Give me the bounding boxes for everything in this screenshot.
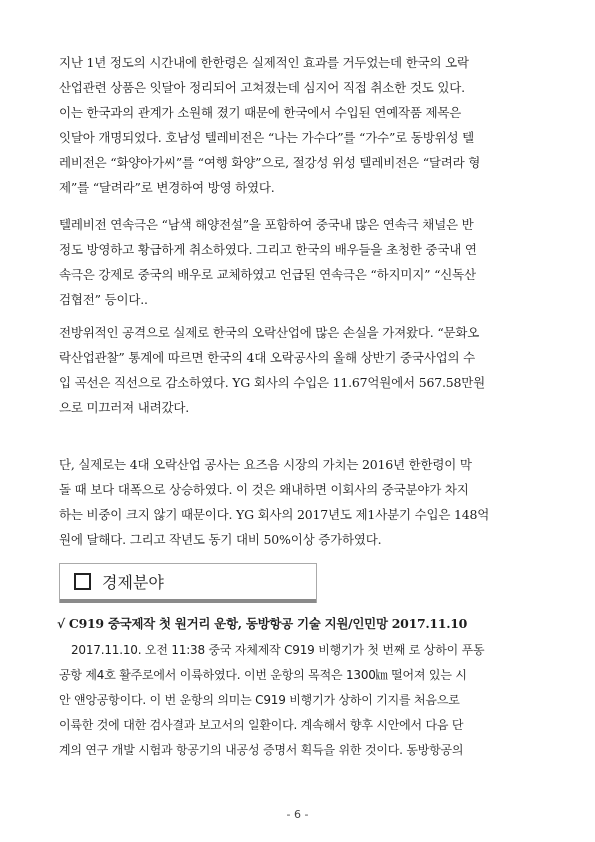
text-line: 단, 실제로는 4대 오락산업 공사는 요즈음 시장의 가치는 2016년 한한령이 막 bbox=[59, 457, 472, 472]
text-line: 전방위적인 공격으로 실제로 한국의 오락산업에 많은 손실을 가져왔다. “문화오 bbox=[59, 325, 480, 340]
text-line: 으로 미끄러져 내려갔다. bbox=[59, 400, 190, 415]
section-underline bbox=[60, 599, 316, 603]
text-line: 안 얜앙공항이다. 이 번 운항의 의미는 C919 비행기가 상하이 기지를 처음으로 bbox=[59, 693, 460, 707]
text-line: 검협전” 등이다.. bbox=[59, 292, 148, 307]
text-line: 계의 연구 개발 시험과 항공기의 내공성 증명서 획득을 위한 것이다. 동방항공의 bbox=[59, 743, 464, 757]
paragraph-industry-losses bbox=[59, 320, 549, 420]
text-line: 돌 때 보다 대폭으로 상승하였다. 이 것은 왜내하면 이회사의 중국분야가 차지 bbox=[59, 482, 469, 497]
checkbox-square-icon bbox=[74, 573, 91, 590]
section-title: 경제분야 bbox=[102, 573, 164, 592]
text-line: 공항 제4호 활주로에서 이륙하였다. 이번 운항의 목적은 1300㎞ 떨어져 있는 시 bbox=[59, 668, 467, 682]
text-line: 속극은 강제로 중국의 배우로 교체하였고 언급된 연속극은 “하지미지” “신독산 bbox=[59, 267, 476, 282]
paragraph-market-value bbox=[59, 452, 549, 552]
text-line: 이는 한국과의 관계가 소원해 졌기 때문에 한국에서 수입된 연예작품 제목은 bbox=[59, 105, 462, 120]
text-line: 산업관련 상품은 잇달아 정리되어 고쳐졌는데 심지어 직접 취소한 것도 있다. bbox=[59, 80, 465, 95]
text-line: 2017.11.10. 오전 11:38 중국 자체제작 C919 비행기가 첫 번째 로 상하이 푸동 bbox=[71, 643, 485, 657]
text-line: 지난 1년 정도의 시간내에 한한령은 실제적인 효과를 거두었는데 한국의 오락 bbox=[59, 55, 469, 70]
article-body bbox=[59, 638, 549, 763]
article-headline bbox=[57, 614, 557, 632]
text-line: 원에 달해다. 그리고 작년도 동기 대비 50%이상 증가하였다. bbox=[59, 532, 382, 547]
text-line: 이륙한 것에 대한 검사결과 보고서의 일환이다. 계속해서 향후 시안에서 다음 단 bbox=[59, 718, 464, 732]
page-number: - 6 - bbox=[286, 808, 309, 821]
text-line: 레비전은 “화양아가씨”를 “여행 화양”으로, 절강성 위성 텔레비전은 “달려라 형 bbox=[59, 155, 481, 170]
paragraph-hanhanryeong-effects bbox=[59, 50, 549, 200]
paragraph-tv-dramas bbox=[59, 212, 549, 312]
section-header-economy bbox=[59, 563, 317, 603]
text-line: 하는 비중이 크지 않기 때문이다. YG 회사의 2017년도 제1사분기 수입은 148억 bbox=[59, 507, 490, 522]
text-line: 잇달아 개명되었다. 호남성 텔레비전은 “나는 가수다”를 “가수”로 동방위성 텔 bbox=[59, 130, 474, 145]
text-line: 입 곡선은 직선으로 감소하였다. YG 회사의 수입은 11.67억원에서 567.58만원 bbox=[59, 375, 485, 390]
checkmark-icon: √ bbox=[57, 616, 65, 631]
text-line: 텔레비전 연속극은 “남색 해양전설”을 포함하여 중국내 많은 연속극 채널은 반 bbox=[59, 217, 474, 232]
text-line: 락산업관찰” 통계에 따르면 한국의 4대 오락공사의 올해 상반기 중국사업의 수 bbox=[59, 350, 476, 365]
headline-text: C919 중국제작 첫 원거리 운항, 동방항공 기술 지원/인민망 2017.11.10 bbox=[68, 616, 468, 631]
text-line: 제”를 “달려라”로 변경하여 방영 하였다. bbox=[59, 180, 275, 195]
text-line: 정도 방영하고 황급하게 취소하였다. 그리고 한국의 배우들을 초청한 중국내 연 bbox=[59, 242, 477, 257]
